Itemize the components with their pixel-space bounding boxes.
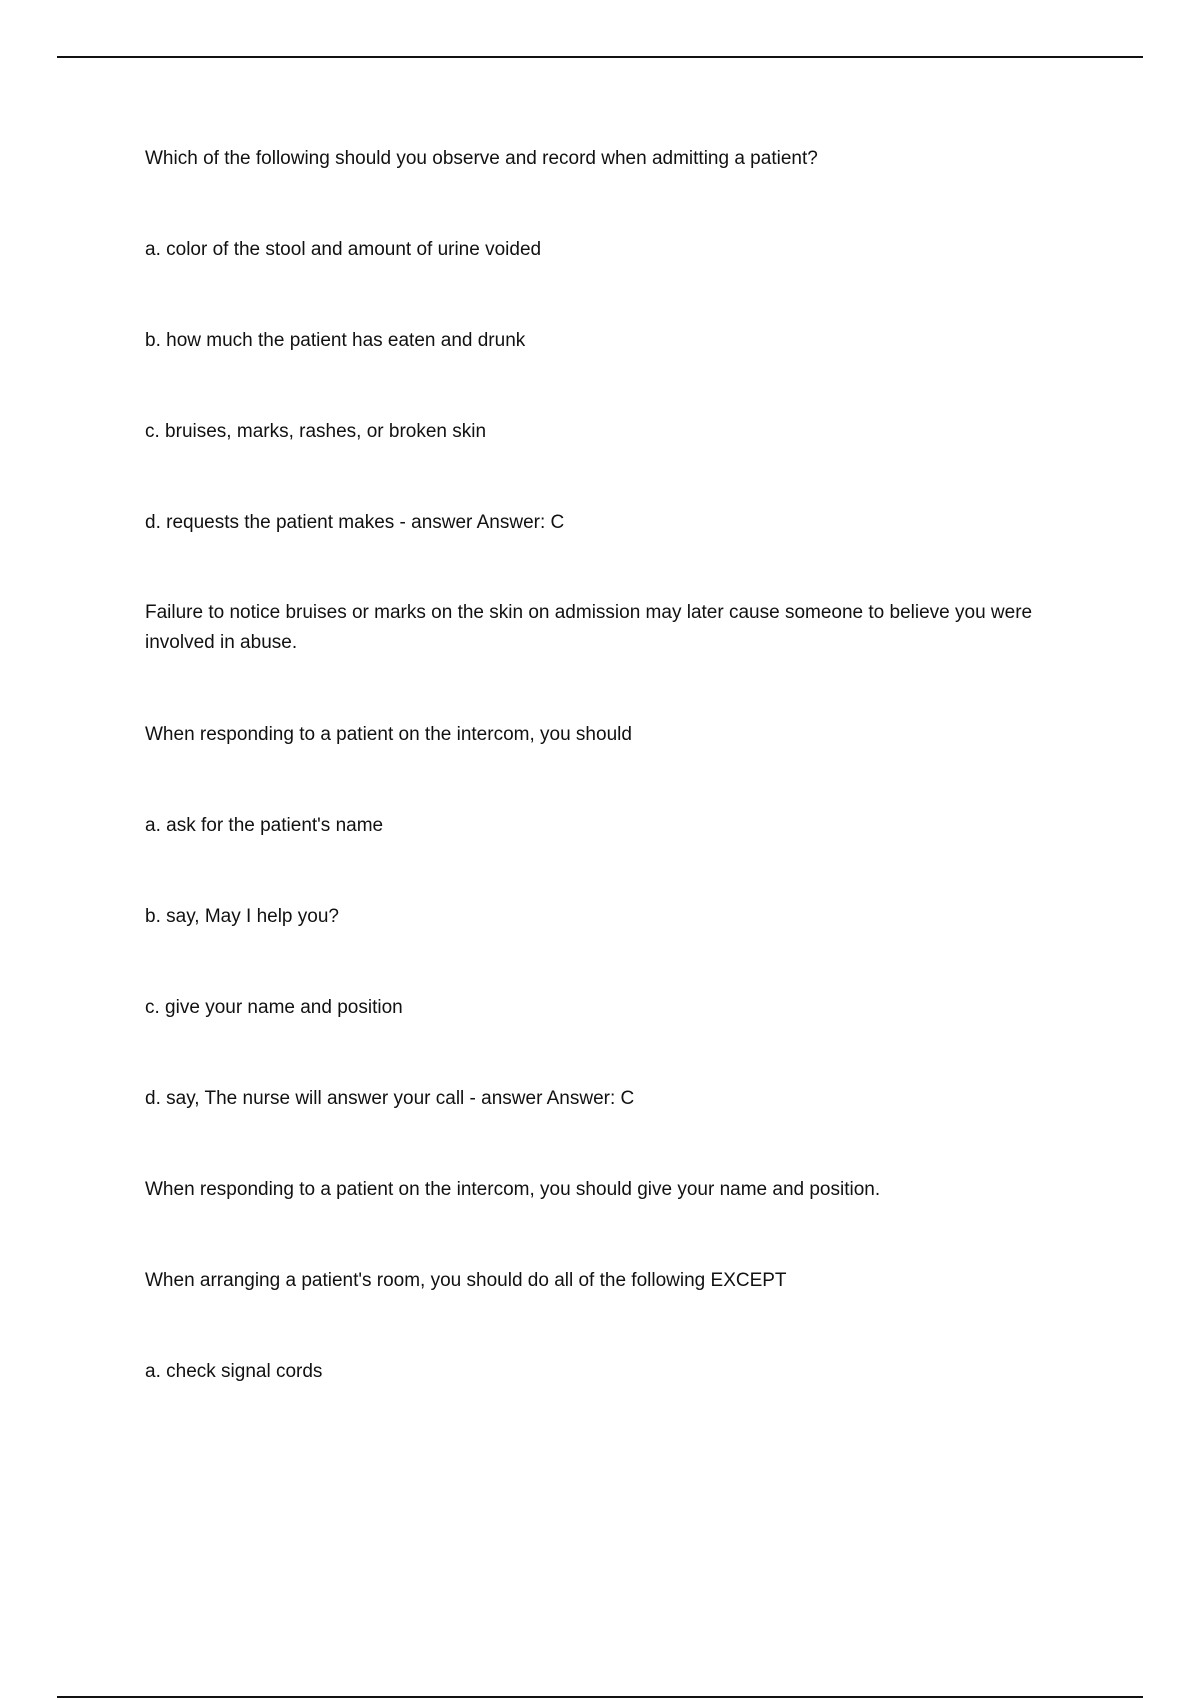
q1-option-a: a. color of the stool and amount of urine voided bbox=[145, 239, 542, 260]
footer-rule bbox=[57, 1696, 1143, 1698]
q2-option-b: b. say, May I help you? bbox=[145, 906, 339, 927]
q1-option-c: c. bruises, marks, rashes, or broken skin bbox=[145, 421, 487, 442]
question-1: Which of the following should you observe and record when admitting a patient? bbox=[145, 148, 818, 169]
q1-option-b: b. how much the patient has eaten and drunk bbox=[145, 330, 526, 351]
q3-option-a: a. check signal cords bbox=[145, 1361, 323, 1382]
q2-option-a: a. ask for the patient's name bbox=[145, 815, 384, 836]
q1-option-d-answer: d. requests the patient makes - answer Answer: C bbox=[145, 512, 565, 533]
question-3: When arranging a patient's room, you should do all of the following EXCEPT bbox=[145, 1270, 787, 1291]
question-2: When responding to a patient on the intercom, you should bbox=[145, 724, 632, 745]
q2-option-c: c. give your name and position bbox=[145, 997, 403, 1018]
q1-explanation: Failure to notice bruises or marks on the skin on admission may later cause someone to believe you were involved in abuse. bbox=[145, 602, 1033, 653]
header-rule bbox=[57, 56, 1143, 58]
q2-explanation: When responding to a patient on the intercom, you should give your name and position. bbox=[145, 1179, 881, 1200]
q2-option-d-answer: d. say, The nurse will answer your call - answer Answer: C bbox=[145, 1088, 635, 1109]
